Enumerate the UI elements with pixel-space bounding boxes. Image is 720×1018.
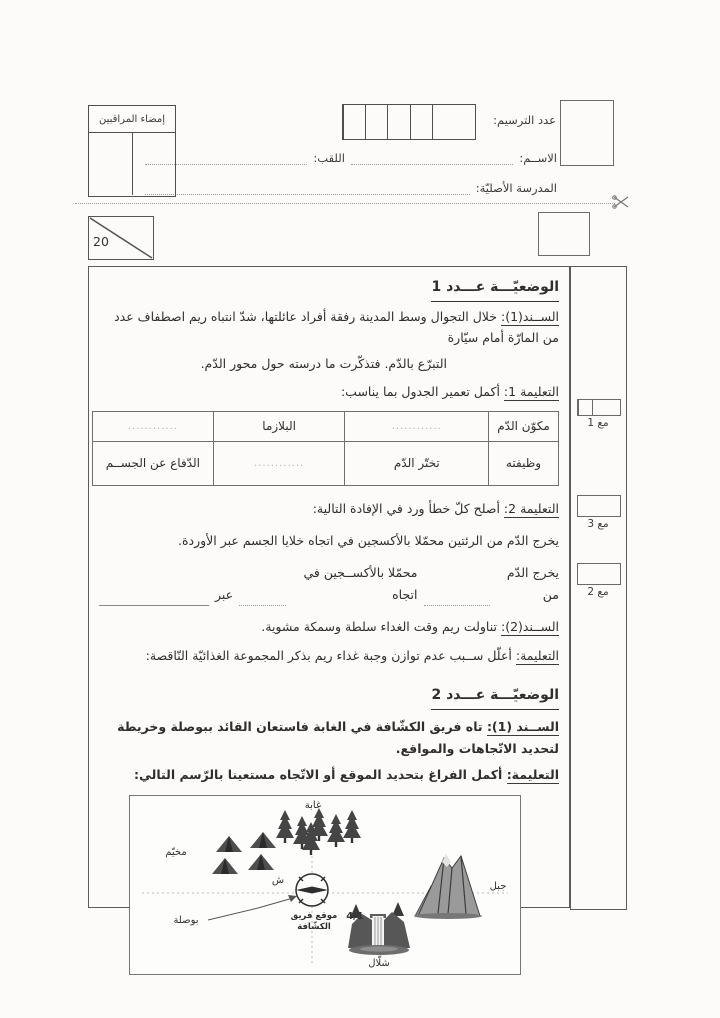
north-label: ش	[271, 875, 285, 887]
instruction3-label: التعليمة:	[515, 648, 559, 664]
registration-cell	[432, 105, 454, 139]
registration-cell	[365, 105, 387, 139]
team-position-line1: موقع فريق	[290, 911, 338, 922]
criteria-cell	[578, 400, 592, 415]
gap-part1: يخرج الدّم من	[506, 564, 559, 602]
signature-divider	[132, 133, 133, 195]
forest-label: غابة	[304, 800, 322, 812]
supervisors-signature-area	[89, 133, 175, 195]
table-cell: وظيفته	[489, 442, 559, 486]
criteria-margin-column	[570, 266, 627, 910]
empty-mark-box	[538, 212, 590, 256]
diagram-canvas	[130, 796, 520, 974]
support2-text: تناولت ريم وقت الغداء سلطة وسمكة مشوية.	[261, 618, 497, 634]
name-label: الاســم:	[519, 151, 557, 165]
registration-grid	[342, 104, 476, 140]
name-fill-line	[351, 150, 513, 165]
criteria-label-3: مع 3	[587, 518, 609, 530]
criteria-cell	[607, 400, 620, 415]
criteria-grid-1	[577, 399, 621, 416]
instruction2-text: أصلح كلّ خطأ ورد في الإفادة التالية:	[312, 501, 500, 516]
registration-cell	[454, 105, 475, 139]
instruction3-text: أعلّل ســبب عدم توازن وجبة غداء ريم بذكر المجموعة الغذائيّة النّاقصة:	[145, 648, 512, 664]
criteria-box-2	[577, 563, 621, 585]
criteria-label-2: مع 2	[587, 586, 609, 598]
support2-label: الســند(2):	[500, 618, 559, 634]
blood-components-table	[92, 411, 559, 486]
score-max: 20	[93, 234, 109, 249]
gap-part3: عبر	[214, 586, 234, 602]
exercise1-support1-line2: التبرّع بالدّم. فتذكّرت ما درسته حول محور الدّم.	[200, 356, 447, 372]
gap-blank-1	[424, 592, 490, 606]
instruction1-text: أكمل تعمير الجدول بما يناسب:	[340, 384, 500, 400]
school-label: المدرسة الأصليّة:	[475, 181, 557, 195]
supervisors-signature-box	[88, 105, 176, 197]
camp-tents-icon	[212, 832, 276, 874]
gap-answer-line	[99, 592, 209, 606]
exercise2-title: الوضعيّـــة عـــدد 2	[431, 683, 559, 710]
name-row	[145, 150, 557, 165]
gap-blank-2	[239, 592, 286, 606]
instruction2-label: التعليمة 2:	[503, 501, 559, 516]
school-row	[145, 180, 557, 195]
score-box	[88, 216, 154, 260]
mountain-icon	[414, 854, 482, 919]
waterfall-label: شلّال	[368, 958, 390, 970]
team-position-line2: الكشّافة	[297, 922, 331, 932]
table-blank-cell: ............	[345, 412, 489, 442]
registration-cell	[343, 105, 365, 139]
gap-part2: محمّلا بالأكســجين في اتجاه	[303, 564, 418, 602]
criteria-label-1: مع 1	[587, 417, 609, 429]
criteria-cell	[592, 400, 606, 415]
support1-label: الســند(1):	[500, 308, 559, 324]
registration-number-box	[560, 100, 614, 166]
exercise1-support2	[99, 616, 559, 638]
registration-label: عدد الترسيم:	[493, 113, 556, 127]
instruction1-label: التعليمة 1:	[503, 384, 559, 400]
registration-cell	[410, 105, 432, 139]
table-blank-cell: ............	[213, 442, 345, 486]
supervisors-label: إمضاء المراقبين	[89, 106, 175, 133]
compass-icon	[296, 874, 328, 906]
exercise2-support-label: الســند (1):	[486, 718, 559, 734]
page-number: 4/1	[346, 911, 364, 922]
exercise1-support1-line1	[99, 306, 559, 350]
camp-label: مخيّم	[165, 847, 187, 859]
mountain-label: جبل	[489, 881, 507, 893]
surname-label: اللقب:	[313, 151, 345, 165]
scissors-icon	[612, 195, 630, 211]
exercise1-instruction1	[99, 381, 559, 403]
school-fill-line	[145, 180, 470, 195]
registration-cell	[387, 105, 409, 139]
forest-icon	[276, 808, 361, 855]
support1-text-line1: خلال التجوال وسط المدينة رفقة أفراد عائلتها، شدّ انتباه ريم اصطفاف عدد من المارّة أمام سيّارة	[114, 308, 559, 346]
exercise2-instruction-text: أكمل الفراغ بتحديد الموقع أو الاتّجاه مستعينا بالرّسم التالي:	[133, 766, 503, 782]
gap-sentence	[99, 562, 559, 606]
exercise2-support	[99, 716, 559, 760]
exercise2-instruction	[99, 764, 559, 786]
exercise2-support-text: تاه فريق الكشّافة في الغابة فاستعان القائد ببوصلة وخريطة لتحديد الاتّجاهات والمواقع.	[117, 718, 559, 756]
orientation-diagram	[129, 795, 521, 975]
statement-line: يخرج الدّم من الرئتين محمّلا بالأكسجين في اتجاه خلايا الجسم عبر الأوردة.	[177, 532, 559, 548]
exercise1-instruction2	[99, 498, 559, 520]
table-cell: تختّر الدّم	[345, 442, 489, 486]
table-blank-cell: ............	[93, 412, 214, 442]
exercise2-instruction-label: التعليمة:	[506, 766, 559, 782]
exercise1-instruction3	[99, 645, 559, 667]
table-cell: الدّفاع عن الجســم	[93, 442, 214, 486]
table-cell: البلازما	[213, 412, 345, 442]
criteria-box-3	[577, 495, 621, 517]
table-cell: مكوّن الدّم	[489, 412, 559, 442]
compass-label: بوصلة	[173, 915, 199, 927]
cut-line	[75, 203, 615, 204]
exercise1-title: الوضعيّـــة عـــدد 1	[431, 275, 559, 302]
